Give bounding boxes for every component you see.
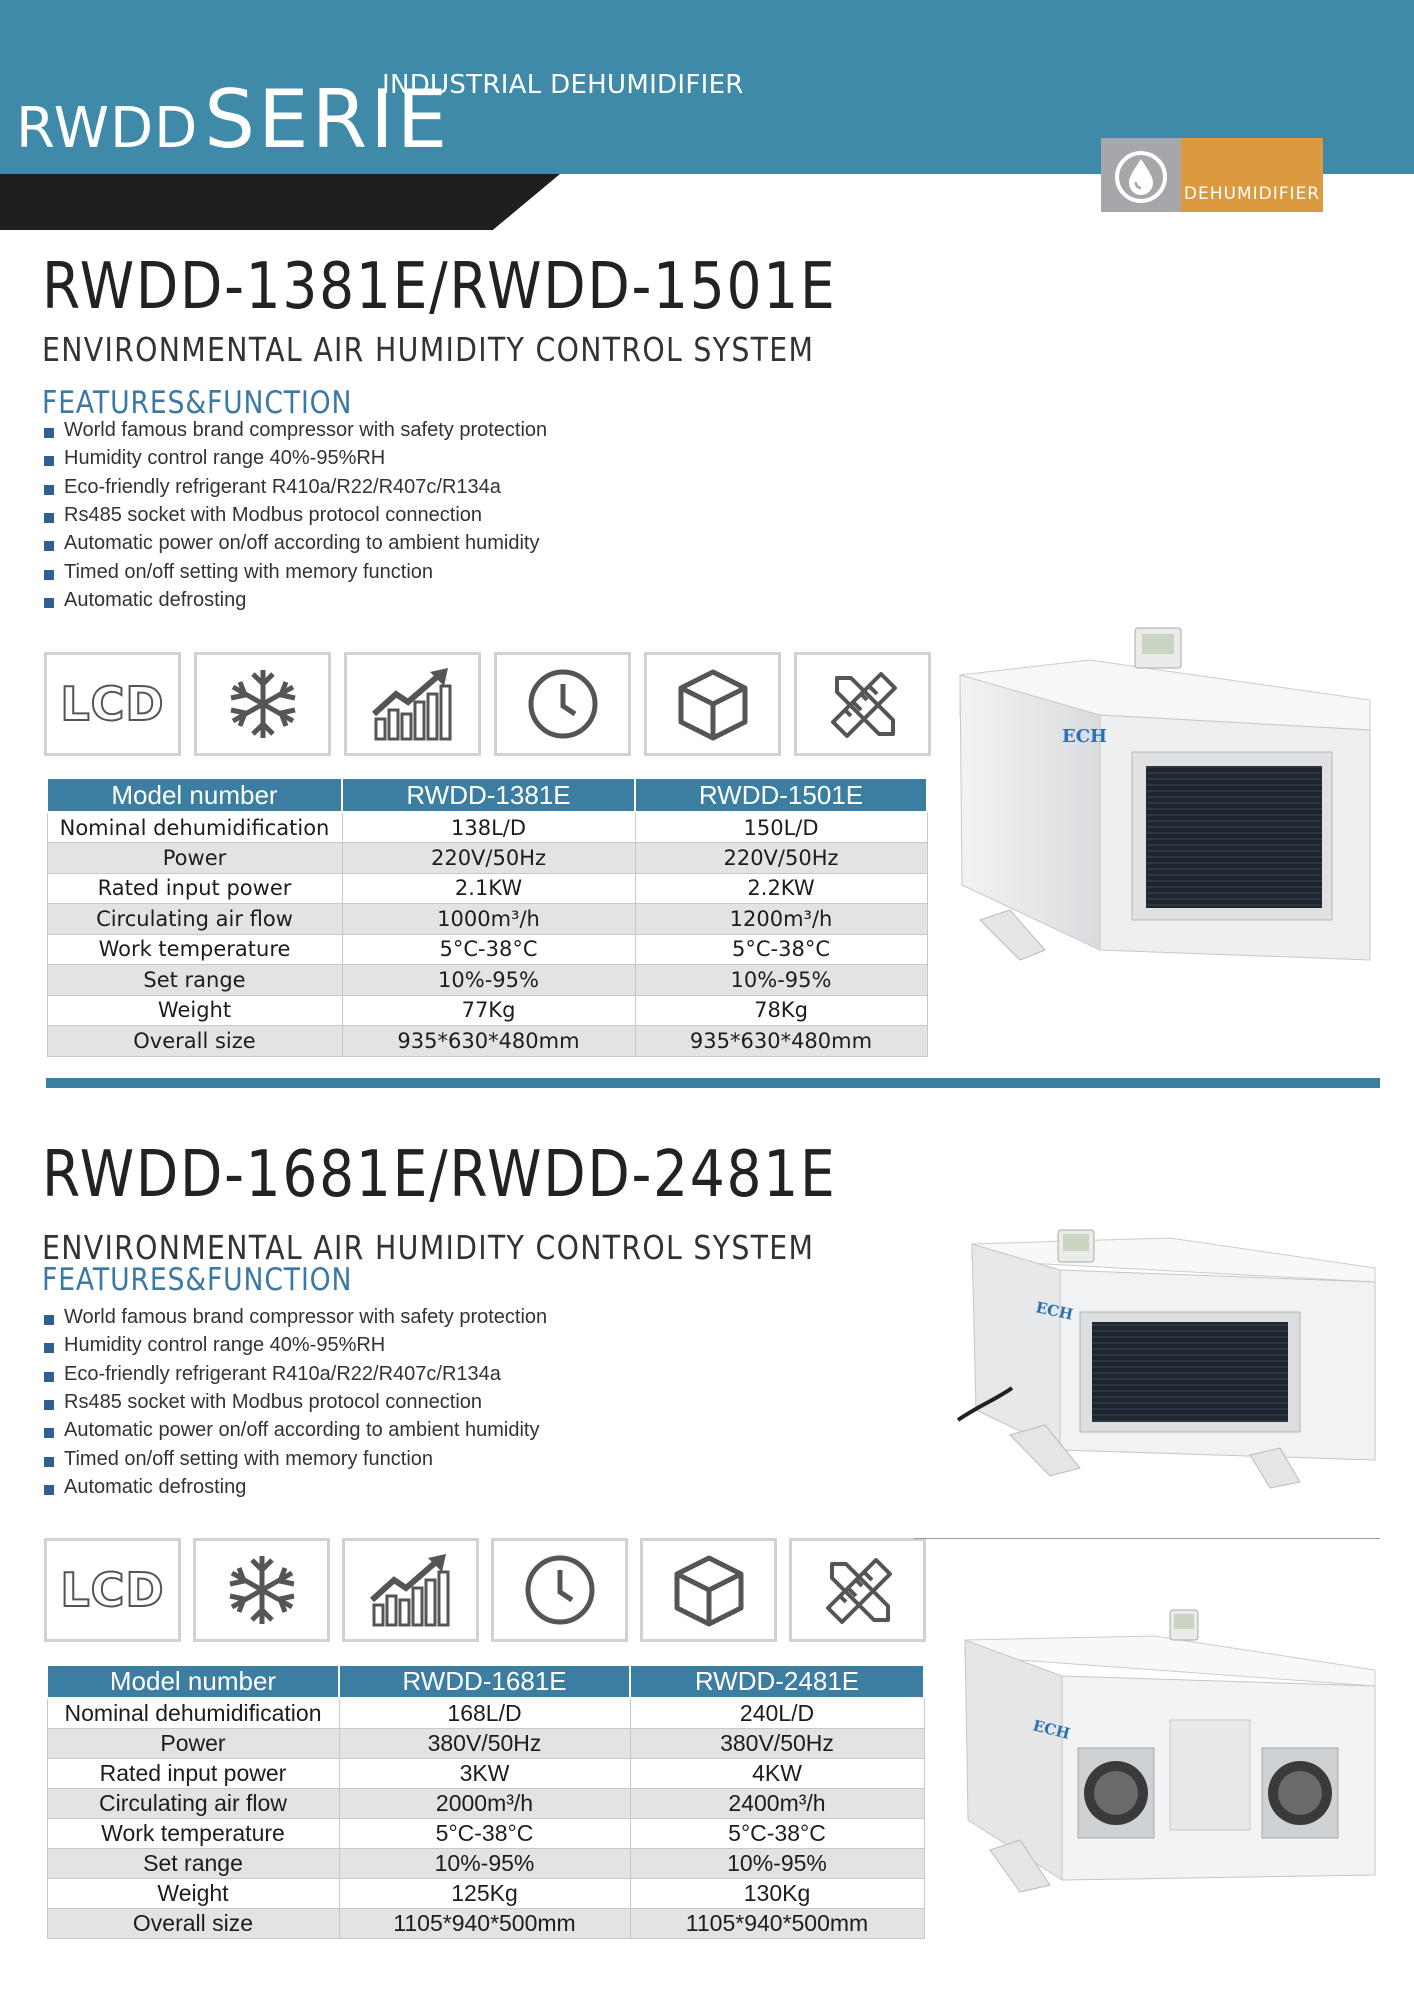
table-row: Power 220V/50Hz 220V/50Hz: [47, 843, 927, 874]
section-2-title: RWDD-1681E/RWDD-2481E: [42, 1138, 837, 1212]
bullet-square-icon: [44, 1485, 54, 1495]
section-2-feature-icons: [44, 1538, 926, 1642]
bullet-square-icon: [44, 513, 54, 523]
feature-item: Automatic power on/off according to ambient humidity: [44, 529, 547, 557]
bullet-square-icon: [44, 1315, 54, 1325]
category-badge: [1101, 138, 1323, 212]
header-dark-strip: [0, 174, 560, 230]
section-1-subtitle: ENVIRONMENTAL AIR HUMIDITY CONTROL SYSTEM: [42, 330, 815, 369]
water-drop-icon: [1101, 138, 1181, 212]
table-header-cell: Model number: [47, 1665, 339, 1698]
table-row: Work temperature 5°C-38°C 5°C-38°C: [47, 934, 927, 965]
table-header-cell: RWDD-1501E: [635, 778, 927, 812]
bullet-square-icon: [44, 570, 54, 580]
feature-item: Automatic defrosting: [44, 1473, 547, 1501]
product-brand-logo: ECH: [1062, 726, 1108, 747]
product-image-rwdd-2481e: [950, 1600, 1390, 1900]
feature-item: Automatic power on/off according to ambient humidity: [44, 1416, 547, 1444]
table-header-row: [47, 1665, 924, 1698]
table-row: Rated input power 3KW 4KW: [47, 1758, 924, 1788]
table-row: Weight 77Kg 78Kg: [47, 995, 927, 1026]
bullet-square-icon: [44, 541, 54, 551]
series-title-left: RWDD: [16, 96, 199, 161]
section-2-features-heading: FEATURES&FUNCTION: [42, 1262, 353, 1298]
feature-item: Rs485 socket with Modbus protocol connection: [44, 1388, 547, 1416]
table-row: Set range 10%-95% 10%-95%: [47, 1848, 924, 1878]
section-2-subtitle: ENVIRONMENTAL AIR HUMIDITY CONTROL SYSTEM: [42, 1228, 815, 1267]
bullet-square-icon: [44, 428, 54, 438]
growth-chart-icon: [342, 1538, 479, 1642]
product-image-rwdd-1381e: [950, 620, 1390, 980]
series-title-right: SERIE: [204, 73, 451, 166]
bullet-square-icon: [44, 456, 54, 466]
feature-item: Automatic defrosting: [44, 586, 547, 614]
feature-item: Rs485 socket with Modbus protocol connection: [44, 501, 547, 529]
product-image-rwdd-1681e: [950, 1220, 1390, 1500]
table-row: Nominal dehumidification 168L/D 240L/D: [47, 1698, 924, 1728]
snowflake-icon: [193, 1538, 330, 1642]
table-row: Nominal dehumidification 138L/D 150L/D: [47, 812, 927, 843]
section-2-feature-list: [44, 1303, 547, 1501]
section-1-feature-list: [44, 416, 547, 614]
bullet-square-icon: [44, 1400, 54, 1410]
table-row: Set range 10%-95% 10%-95%: [47, 965, 927, 996]
section-2-spec-table: [46, 1664, 925, 1939]
product-brand-logo: ECH: [1034, 1298, 1075, 1324]
feature-item: World famous brand compressor with safety protection: [44, 1303, 547, 1331]
ruler-pencil-icon: [789, 1538, 926, 1642]
cube-icon: [640, 1538, 777, 1642]
image-separator-line: [914, 1538, 1380, 1539]
table-header-row: [47, 778, 927, 812]
feature-item: Timed on/off setting with memory function: [44, 1444, 547, 1472]
table-row: Circulating air flow 1000m³/h 1200m³/h: [47, 904, 927, 935]
product-brand-logo: ECH: [1031, 1716, 1072, 1743]
table-header-cell: RWDD-1381E: [342, 778, 635, 812]
lcd-icon: LCD: [44, 1538, 181, 1642]
header-subtitle: INDUSTRIAL DEHUMIDIFIER: [382, 70, 744, 100]
section-1-feature-icons: [44, 652, 931, 756]
feature-item: Humidity control range 40%-95%RH: [44, 444, 547, 472]
bullet-square-icon: [44, 1428, 54, 1438]
clock-icon: [491, 1538, 628, 1642]
table-header-cell: RWDD-2481E: [630, 1665, 924, 1698]
ruler-pencil-icon: [794, 652, 931, 756]
bullet-square-icon: [44, 485, 54, 495]
table-row: Power 380V/50Hz 380V/50Hz: [47, 1728, 924, 1758]
feature-item: World famous brand compressor with safety protection: [44, 416, 547, 444]
table-row: Work temperature 5°C-38°C 5°C-38°C: [47, 1818, 924, 1848]
cube-icon: [644, 652, 781, 756]
table-row: Overall size 1105*940*500mm 1105*940*500mm: [47, 1908, 924, 1938]
feature-item: Humidity control range 40%-95%RH: [44, 1331, 547, 1359]
badge-label: DEHUMIDIFIER: [1181, 138, 1323, 212]
table-row: Rated input power 2.1KW 2.2KW: [47, 873, 927, 904]
lcd-icon: LCD: [44, 652, 181, 756]
section-1-features-heading: FEATURES&FUNCTION: [42, 385, 353, 421]
table-row: Overall size 935*630*480mm 935*630*480mm: [47, 1026, 927, 1057]
bullet-square-icon: [44, 1372, 54, 1382]
bullet-square-icon: [44, 598, 54, 608]
table-header-cell: Model number: [47, 778, 342, 812]
clock-icon: [494, 652, 631, 756]
table-row: Circulating air flow 2000m³/h 2400m³/h: [47, 1788, 924, 1818]
section-1-spec-table: [46, 777, 928, 1057]
bullet-square-icon: [44, 1457, 54, 1467]
feature-item: Eco-friendly refrigerant R410a/R22/R407c/R134a: [44, 1360, 547, 1388]
growth-chart-icon: [344, 652, 481, 756]
section-divider: [46, 1078, 1380, 1088]
feature-item: Timed on/off setting with memory function: [44, 557, 547, 585]
snowflake-icon: [194, 652, 331, 756]
feature-item: Eco-friendly refrigerant R410a/R22/R407c/R134a: [44, 473, 547, 501]
table-row: Weight 125Kg 130Kg: [47, 1878, 924, 1908]
table-header-cell: RWDD-1681E: [339, 1665, 630, 1698]
bullet-square-icon: [44, 1343, 54, 1353]
section-1-title: RWDD-1381E/RWDD-1501E: [42, 250, 837, 324]
